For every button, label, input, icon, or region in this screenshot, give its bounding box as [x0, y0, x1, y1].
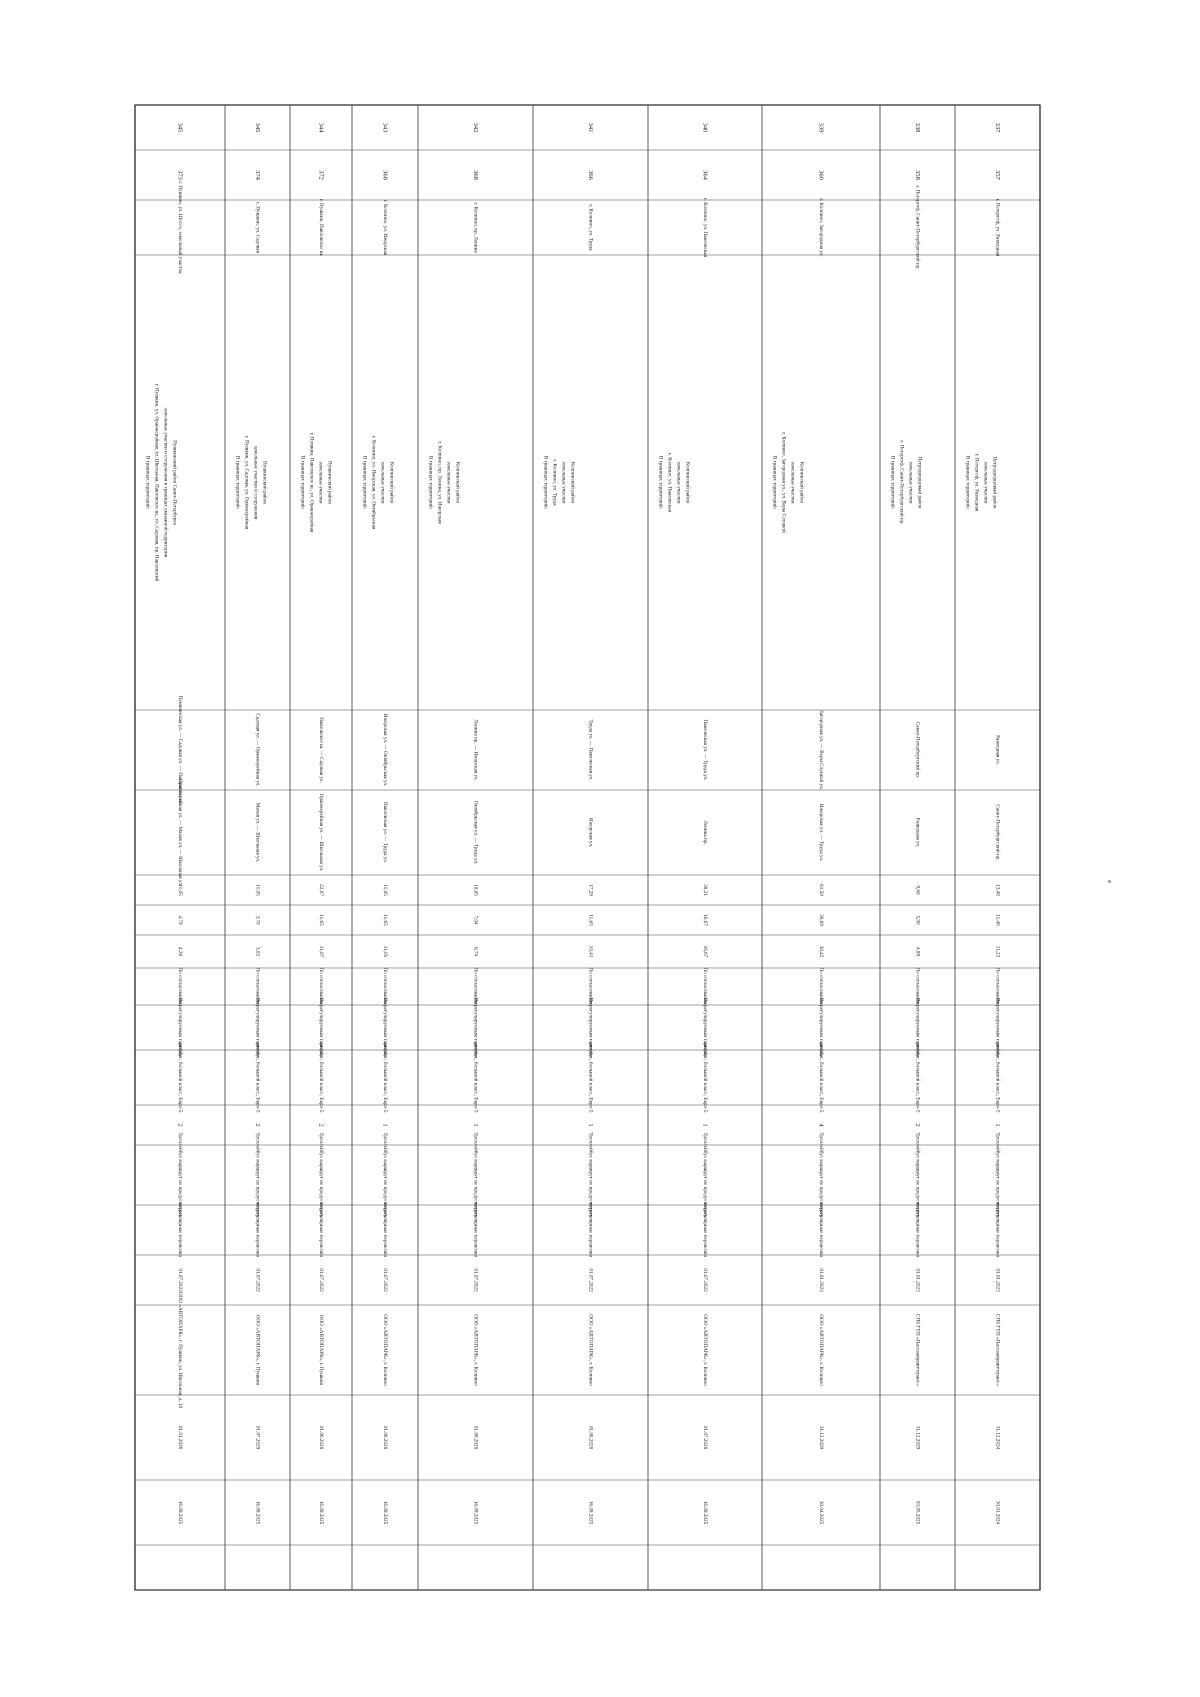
- cell-border1: Разводная ул.: [994, 735, 1001, 765]
- cell-text-line: г. Пушкин, Павловское ш., ул. Оранжерейная: [308, 432, 315, 533]
- cell-n3: 4,26: [176, 946, 183, 957]
- cell-text-line: В границах территорий:: [542, 455, 549, 510]
- cell-note2: нерегулярные перевозки: [587, 1202, 594, 1258]
- cell-code: 358: [914, 170, 922, 180]
- cell-d2: 31.12.2029: [817, 1425, 824, 1450]
- cell-kind: По согласованию: [701, 967, 708, 1006]
- cell-text-line: Пушкинский район: [326, 460, 333, 505]
- cell-text-line: Колпинский район: [388, 461, 395, 504]
- cell-area: 22,07: [317, 884, 324, 896]
- cell-area: 61,50: [817, 884, 824, 896]
- cell-note2: нерегулярные перевозки: [472, 1202, 479, 1258]
- cell-border2: Октябрьская ул. — Труда ул.: [472, 800, 479, 865]
- cell-mode: По регулируемым тарифам: [914, 997, 921, 1058]
- cell-n3: 16,67: [701, 945, 708, 958]
- cell-name: г. Петергоф, ул. Разводная: [994, 198, 1001, 257]
- cell-text-line: г. Колпино, ул. Павловская: [666, 453, 673, 512]
- cell-d3: 16.09.2025: [317, 1500, 324, 1525]
- cell-org: ООО «АВТОПАРК», г. Пушкин: [317, 1314, 324, 1386]
- cell-text-line: В границах территорий:: [144, 455, 151, 510]
- cell-note1: Троллейбус маршрут не предусмотрен: [317, 1132, 324, 1218]
- cell-kind: По согласованию: [817, 967, 824, 1006]
- cell-n3: 11,05: [381, 945, 388, 958]
- cell-text-line: г. Колпино, пр. Ленина, ул. Ижорская: [436, 441, 443, 524]
- cell-count: 1: [381, 1123, 389, 1127]
- cell-share: 5,90: [914, 915, 921, 925]
- cell-share: 4,79: [176, 915, 183, 925]
- cell-text-line: Петродворцовый район: [991, 456, 998, 509]
- cell-d3: 16.09.2025: [381, 1500, 388, 1525]
- cell-no: 344: [317, 122, 325, 133]
- cell-note2: нерегулярные перевозки: [701, 1202, 708, 1258]
- cell-text-line: г. Пушкин, ул. Оранжерейная, ул. Школьная, Павловское ш., ул. Садовая, пр. Павловский: [153, 383, 160, 582]
- cell-border1: Санкт-Петербургский пр.: [914, 721, 921, 779]
- cell-d2: 31.12.2029: [914, 1425, 921, 1450]
- cell-text-line: Колпинский район: [454, 461, 461, 504]
- cell-area: 17,29: [587, 884, 594, 896]
- cell-share: 3,70: [254, 915, 261, 925]
- cell-kind: По согласованию: [994, 967, 1001, 1006]
- cell-count: 1: [994, 1123, 1002, 1127]
- cell-text-line: Колпинский район: [798, 461, 805, 504]
- cell-carrier: автобус, большой класс, Евро-5: [317, 1042, 324, 1113]
- cell-carrier: автобус, большой класс, Евро-5: [994, 1042, 1001, 1113]
- cell-border1: Ижорская ул. — Октябрьская ул.: [381, 713, 388, 787]
- cell-no: 337: [994, 122, 1002, 133]
- cell-kind: По согласованию: [914, 967, 921, 1006]
- cell-note1: Троллейбус маршрут не предусмотрен: [914, 1132, 921, 1218]
- cell-share: 16,67: [701, 914, 708, 926]
- cell-note1: Троллейбус маршрут не предусмотрен: [472, 1132, 479, 1218]
- cell-d3: 30.01.2024: [994, 1500, 1001, 1525]
- cell-d2: 01.08.2028: [381, 1425, 388, 1450]
- cell-note2: нерегулярные перевозки: [317, 1202, 324, 1258]
- cell-code: 366: [587, 170, 595, 180]
- cell-date1: 01.07.2022: [381, 1268, 388, 1292]
- cell-note2: нерегулярные перевозки: [817, 1202, 824, 1258]
- cell-share: 11,65: [381, 914, 388, 926]
- cell-border1: Павловское ш. — Садовая ул.: [317, 717, 324, 783]
- cell-area: 13,48: [994, 884, 1001, 896]
- cell-text-line: Пушкинский район: [261, 460, 268, 505]
- cell-border2: Ленина пр.: [701, 820, 708, 845]
- cell-carrier: автобус, большой класс, Евро-5: [254, 1042, 261, 1113]
- cell-org: ООО «АВТОПАРК», г. Колпино: [472, 1314, 479, 1386]
- cell-share: 11,48: [994, 914, 1001, 926]
- cell-n3: 4,89: [914, 946, 921, 957]
- cell-kind: По согласованию: [587, 967, 594, 1006]
- cell-n3: 3,02: [254, 946, 261, 957]
- cell-org: ООО «АВТОПАРК», г. Пушкин: [254, 1314, 261, 1386]
- cell-note1: Троллейбус маршрут не предусмотрен: [176, 1132, 183, 1218]
- cell-carrier: автобус, большой класс, Евро-5: [176, 1042, 183, 1113]
- cell-name: г. Пушкин, Павловское ш.: [317, 198, 324, 257]
- cell-org: ООО «АВТОПАРК», г. Колпино: [587, 1314, 594, 1386]
- cell-date1: 01.07.2022: [472, 1268, 479, 1292]
- cell-count: 1: [587, 1123, 595, 1127]
- cell-d3: 16.09.2025: [472, 1500, 479, 1525]
- cell-note2: нерегулярные перевозки: [254, 1202, 261, 1258]
- cell-carrier: автобус, большой класс, Евро-5: [381, 1042, 388, 1113]
- cell-count: 1: [701, 1123, 709, 1127]
- cell-carrier: автобус, большой класс, Евро-5: [472, 1042, 479, 1113]
- cell-org: ООО «АВТОПАРК», г. Колпино: [381, 1314, 388, 1386]
- cell-no: 343: [381, 122, 389, 133]
- cell-d2: 01.08.2028: [472, 1425, 479, 1450]
- cell-area: 11,05: [381, 884, 388, 896]
- cell-border1: Садовая ул. — Оранжерейная ул.: [254, 713, 261, 787]
- cell-text-line: земельные участки: [560, 461, 567, 504]
- cell-mode: По регулируемым тарифам: [472, 997, 479, 1058]
- cell-name: г. Петергоф, Санкт-Петербургский пр.: [914, 185, 921, 270]
- cell-border1: Пушкинская ул. — Садовая ул. — Павловское ш.: [176, 695, 183, 805]
- cell-text-line: В границах территорий:: [361, 455, 368, 510]
- cell-text-line: В границах территорий:: [771, 455, 778, 510]
- cell-no: 342: [472, 122, 480, 133]
- cell-note2: нерегулярные перевозки: [176, 1202, 183, 1258]
- cell-mode: По регулируемым тарифам: [254, 997, 261, 1058]
- cell-d3: 16.09.2025: [701, 1500, 708, 1525]
- cell-text-line: земельные участки и сооружения в границах указанной территории: [162, 407, 169, 558]
- scan-speck: [1108, 880, 1111, 883]
- cell-no: 345: [176, 122, 184, 133]
- cell-border2: Оранжерейная ул. — Малая ул. — Школьная ул.: [176, 778, 183, 887]
- cell-border2: Ижорская ул. — Труда ул.: [817, 803, 824, 862]
- cell-note1: Троллейбус маршрут не предусмотрен: [587, 1132, 594, 1218]
- cell-share: 36,69: [817, 914, 824, 926]
- cell-code: 372: [317, 170, 325, 180]
- cell-note2: нерегулярные перевозки: [994, 1202, 1001, 1258]
- cell-border1: Труда ул. — Павловская ул.: [587, 719, 594, 781]
- cell-d2: 31.12.2024: [994, 1425, 1001, 1450]
- cell-text-line: земельные участки: [907, 461, 914, 504]
- cell-d3: 03.05.2025: [914, 1500, 921, 1525]
- cell-text-line: В границах территорий:: [964, 455, 971, 510]
- cell-name: г. Колпино, пр. Ленина: [472, 202, 479, 253]
- cell-note1: Троллейбус маршрут не предусмотрен: [817, 1132, 824, 1218]
- cell-text-line: В границах территорий:: [889, 455, 896, 510]
- cell-area: 10,65: [472, 884, 479, 896]
- cell-text-line: Колпинский район: [684, 461, 691, 504]
- cell-text-line: г. Пушкин, ул. Садовая, ул. Оранжерейная: [243, 435, 250, 530]
- cell-n3: 30,42: [817, 945, 824, 958]
- cell-mode: По регулируемым тарифам: [317, 997, 324, 1058]
- cell-date1: 01.07.2022: [254, 1268, 261, 1292]
- cell-d2: 01.01.2026: [176, 1425, 183, 1450]
- cell-carrier: автобус, большой класс, Евро-5: [817, 1042, 824, 1113]
- cell-note1: Троллейбус маршрут не предусмотрен: [254, 1132, 261, 1218]
- cell-n3: 10,41: [587, 945, 594, 958]
- cell-text-line: В границах территорий:: [299, 455, 306, 510]
- cell-kind: По согласованию: [176, 967, 183, 1006]
- cell-border1: Загородная ул. — Веры Слуцкой ул.: [817, 710, 824, 790]
- cell-text-line: г. Петергоф, Санкт-Петербургский пр.: [898, 440, 905, 525]
- cell-border1: Павловская ул. — Труда ул.: [701, 719, 708, 781]
- cell-text-line: земельные участки: [982, 461, 989, 504]
- cell-n3: 6,74: [472, 946, 479, 957]
- cell-count: 1: [472, 1123, 480, 1127]
- cell-d2: 01.07.2028: [701, 1425, 708, 1450]
- cell-border2: Санкт-Петербургский пр.: [994, 804, 1001, 861]
- cell-mode: По регулируемым тарифам: [587, 997, 594, 1058]
- cell-org: СПб ГУП «Пассажиравтотранс»: [914, 1314, 921, 1386]
- cell-mode: По регулируемым тарифам: [701, 997, 708, 1058]
- cell-text-line: Колпинский район: [569, 461, 576, 504]
- cell-no: 338: [914, 122, 922, 133]
- cell-count: 2: [176, 1123, 184, 1127]
- cell-border1: Ленина пр. — Ижорская ул.: [472, 719, 479, 781]
- cell-text-line: земельные участки: [789, 461, 796, 504]
- cell-share: 7,04: [472, 915, 479, 925]
- cell-text-line: г. Колпино, ул. Труда: [551, 459, 558, 506]
- cell-border2: Малая ул. — Школьная ул.: [254, 802, 261, 863]
- cell-code: 373: [176, 170, 184, 180]
- cell-d3: 16.09.2025: [176, 1500, 183, 1525]
- cell-area: 9,60: [914, 885, 921, 895]
- cell-text-line: В границах территорий:: [234, 455, 241, 510]
- cell-mode: По регулируемым тарифам: [817, 997, 824, 1058]
- cell-note2: нерегулярные перевозки: [381, 1202, 388, 1258]
- cell-no: 339: [817, 122, 825, 133]
- cell-no: 341: [587, 122, 595, 133]
- cell-text-line: земельные участки: [445, 461, 452, 504]
- cell-no: 340: [701, 122, 709, 133]
- cell-text-line: Пушкинский район Санкт-Петербурга: [171, 440, 178, 525]
- cell-carrier: автобус, большой класс, Евро-5: [701, 1042, 708, 1113]
- cell-d3: 30.04.2025: [817, 1500, 824, 1525]
- cell-code: 368: [381, 170, 389, 180]
- cell-name: г. Колпино, ул. Труда: [587, 204, 594, 251]
- cell-name: г. Колпино, ул. Павловская: [701, 198, 708, 257]
- cell-name: г. Колпино, Загородная ул.: [817, 198, 824, 257]
- cell-kind: По согласованию: [472, 967, 479, 1006]
- cell-note1: Троллейбус маршрут не предусмотрен: [381, 1132, 388, 1218]
- cell-name: г. Пушкин, ул. Садовая: [254, 202, 261, 253]
- cell-n3: 11,07: [317, 945, 324, 958]
- cell-count: 2: [254, 1123, 262, 1127]
- cell-note1: Троллейбус маршрут не предусмотрен: [701, 1132, 708, 1218]
- cell-date1: 01.07.2022: [701, 1268, 708, 1292]
- cell-carrier: автобус, большой класс, Евро-5: [914, 1042, 921, 1113]
- cell-org: ООО «АВТОПАРК», г. Пушкин, ул. Школьная, д. 10: [176, 1291, 183, 1409]
- cell-text-line: г. Колпино, Загородная ул., ул. Веры Слуцкой: [780, 432, 787, 533]
- cell-area: 11,05: [254, 884, 261, 896]
- cell-share: 11,65: [587, 914, 594, 926]
- cell-n3: 11,23: [994, 945, 1001, 958]
- cell-code: 357: [994, 170, 1002, 180]
- cell-count: 4: [817, 1123, 825, 1127]
- cell-date1: 01.07.2022: [587, 1268, 594, 1292]
- cell-kind: По согласованию: [381, 967, 388, 1006]
- cell-share: 11,65: [317, 914, 324, 926]
- cell-carrier: автобус, большой класс, Евро-5: [587, 1042, 594, 1113]
- cell-kind: По согласованию: [254, 967, 261, 1006]
- cell-border2: Павловская ул. — Труда ул.: [381, 801, 388, 864]
- cell-no: 345: [254, 122, 262, 133]
- cell-org: СПб ГУП «Пассажиравтотранс»: [994, 1314, 1001, 1386]
- cell-mode: По регулируемым тарифам: [381, 997, 388, 1058]
- cell-area: 11,05: [176, 884, 183, 896]
- cell-d2: 01.07.2029: [254, 1425, 261, 1450]
- cell-code: 360: [817, 170, 825, 180]
- cell-text-line: земельные участки: [675, 461, 682, 504]
- cell-code: 364: [701, 170, 709, 180]
- cell-border2: Оранжерейная ул. — Школьная ул.: [317, 793, 324, 872]
- cell-date1: 01.07.2022: [176, 1268, 183, 1292]
- cell-count: 2: [317, 1123, 325, 1127]
- cell-date1: 01.01.2023: [914, 1268, 921, 1292]
- cell-text-line: Петродворцовый район: [916, 456, 923, 509]
- cell-name: г. Колпино, ул. Ижорская: [381, 199, 388, 256]
- cell-count: 2: [914, 1123, 922, 1127]
- cell-d3: 16.09.2025: [587, 1500, 594, 1525]
- cell-date1: 01.01.2023: [817, 1268, 824, 1292]
- cell-date1: 01.07.2022: [317, 1268, 324, 1292]
- cell-date1: 01.01.2023: [994, 1268, 1001, 1292]
- cell-text-line: земельные участки и сооружения: [252, 445, 259, 520]
- cell-text-line: В границах территорий:: [427, 455, 434, 510]
- cell-note1: Троллейбус маршрут не предусмотрен: [994, 1132, 1001, 1218]
- cell-d2: 01.06.2028: [317, 1425, 324, 1450]
- cell-d2: 01.08.2028: [587, 1425, 594, 1450]
- cell-code: 374: [254, 170, 262, 180]
- cell-mode: По регулируемым тарифам: [994, 997, 1001, 1058]
- cell-mode: По регулируемым тарифам: [176, 997, 183, 1058]
- cell-name: г. Пушкин, ул. Шоссе, земельный участок: [176, 181, 183, 274]
- cell-d3: 16.09.2025: [254, 1500, 261, 1525]
- cell-text-line: земельные участки: [379, 461, 386, 504]
- cell-kind: По согласованию: [317, 967, 324, 1006]
- cell-code: 368: [472, 170, 480, 180]
- cell-border2: Разводная ул.: [914, 817, 921, 848]
- cell-org: ООО «АВТОПАРК», г. Колпино: [817, 1314, 824, 1386]
- cell-text-line: г. Колпино, ул. Ижорская, ул. Октябрьская: [370, 435, 377, 530]
- cell-note2: нерегулярные перевозки: [914, 1202, 921, 1258]
- cell-border2: Ижорская ул.: [587, 817, 594, 848]
- cell-text-line: В границах территорий:: [657, 455, 664, 510]
- cell-text-line: земельные участки: [317, 461, 324, 504]
- cell-org: ООО «АВТОПАРК», г. Колпино: [701, 1314, 708, 1386]
- cell-text-line: г. Петергоф, ул. Разводная: [973, 453, 980, 512]
- cell-area: 38,21: [701, 884, 708, 896]
